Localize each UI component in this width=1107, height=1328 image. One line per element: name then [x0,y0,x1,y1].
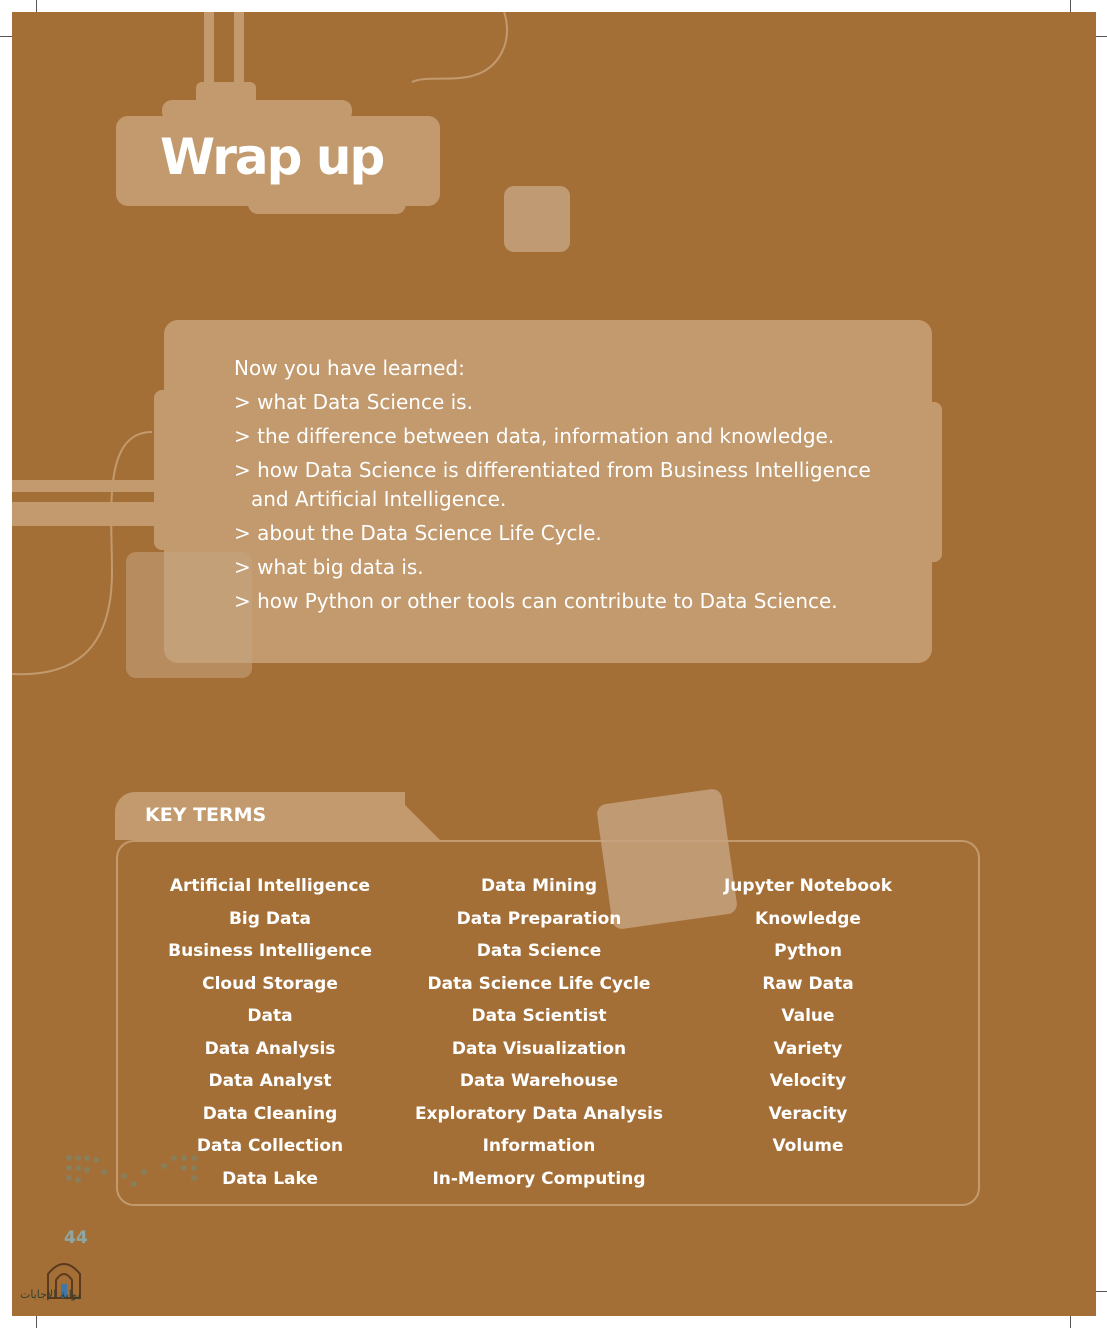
key-terms-column-3 [658,870,958,1163]
learned-item: > what big data is. [234,555,424,579]
key-term: Data Analyst [208,1071,332,1091]
learned-item: > what Data Science is. [234,390,473,414]
key-term: Data Preparation [456,908,622,929]
footer-logo-text: بوابة الإجابات [20,1288,81,1301]
key-term: Information [482,1136,596,1156]
key-term: Data Analysis [204,1038,336,1059]
key-term: Veracity [768,1103,848,1124]
key-term: Data Scientist [471,1006,607,1026]
learned-list [234,354,891,621]
key-terms-label: KEY TERMS [145,804,267,826]
page [12,12,1096,1316]
key-term: Variety [773,1038,843,1059]
learned-heading: Now you have learned: [234,356,465,380]
learned-item: > the difference between data, information and knowledge. [234,424,835,448]
key-term: Data Science [476,941,602,961]
page-number: 44 [64,1228,88,1248]
cable-bar [12,502,154,526]
learned-item: > how Python or other tools can contribute to Data Science. [234,589,838,613]
key-term: Knowledge [755,908,861,929]
cable-bar [204,12,214,92]
key-term: Cloud Storage [202,973,338,994]
key-term: Artificial Intelligence [169,876,371,896]
key-term: Data [247,1006,293,1026]
key-term: Velocity [769,1071,847,1091]
key-term: Data Lake [222,1168,318,1189]
key-term: Data Science Life Cycle [427,973,651,994]
key-term: Business Intelligence [168,941,372,961]
title-box-tab [248,192,406,214]
panel-connector [924,402,942,562]
key-term: Data Warehouse [459,1071,619,1091]
page-title: Wrap up [160,128,384,186]
learned-item: > about the Data Science Life Cycle. [234,521,602,545]
key-term: Data Cleaning [202,1103,338,1124]
key-term: In-Memory Computing [432,1168,646,1189]
cable-bar [234,12,244,92]
learned-item: > how Data Science is differentiated from Business Intelligence and Artificial Intelligence. [234,458,871,511]
key-term: Raw Data [762,973,854,994]
ministry-watermark-icon [64,1152,204,1202]
key-term: Data Collection [196,1136,344,1156]
key-term: Data Mining [480,876,598,896]
key-term: Exploratory Data Analysis [414,1103,664,1124]
key-term: Data Visualization [451,1038,627,1059]
watermark-logo-icon [504,186,570,252]
key-term: Jupyter Notebook [723,876,893,896]
cable-bar [12,480,154,492]
key-terms-column-2 [389,870,689,1195]
key-term: Value [781,1006,835,1026]
key-terms-tab-slope [392,792,440,840]
key-term: Big Data [228,908,312,929]
key-term: Python [774,941,842,961]
key-term: Volume [772,1136,844,1156]
key-terms-column-1 [120,870,420,1195]
